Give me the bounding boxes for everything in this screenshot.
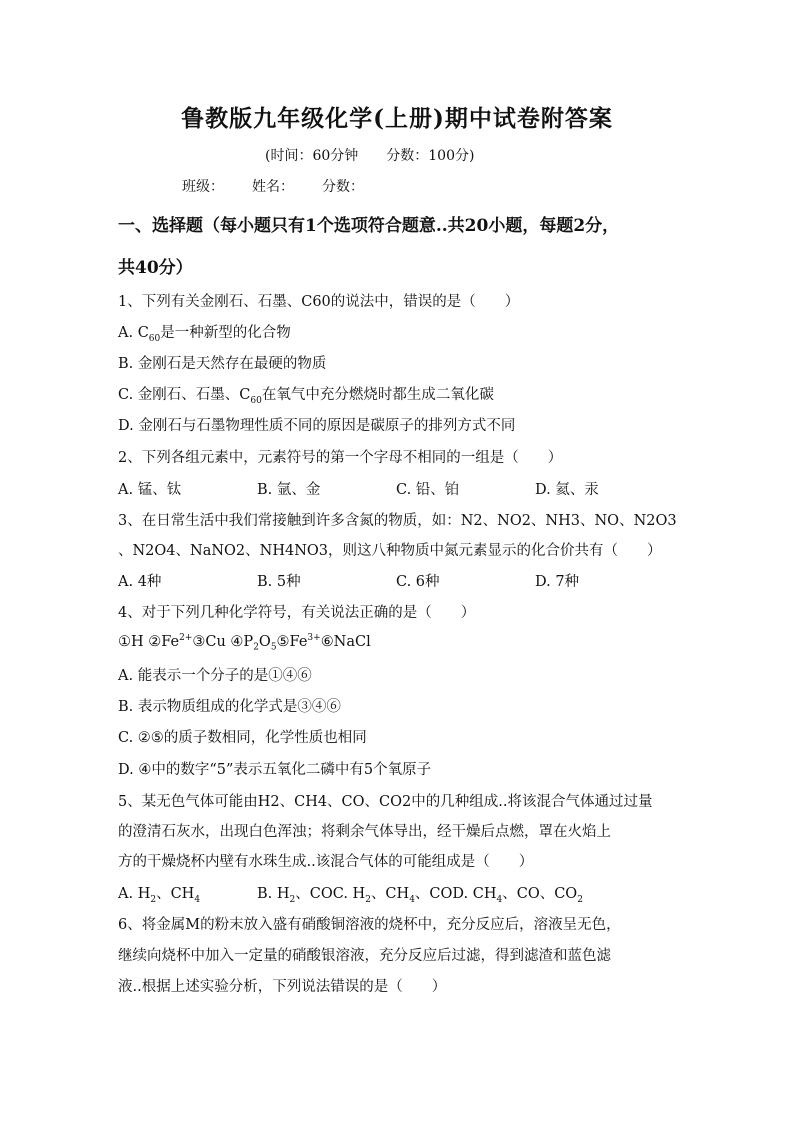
q6-stem-line3: 液..根据上述实验分析，下列说法错误的是（ ） [118,979,447,995]
q1-option-b: B. 金刚石是天然存在最硬的物质 [118,356,327,372]
q1-option-a: A. $C_{60}$是一种新型的化合物 [118,325,291,344]
q3-option-b: B. 5种 [257,574,301,590]
section-heading-line1: 一、选择题（每小题只有1个选项符合题意..共20小题，每题2分， [118,216,620,236]
q2-option-c: C. 铅、铂 [396,482,460,498]
q2-stem: 2、下列各组元素中，元素符号的第一个字母不相同的一组是（ ） [118,450,563,466]
q5-option-a: A. $H_2$、$CH_4$ [118,886,201,905]
q2-options [118,478,674,499]
q6-stem-line2: 继续向烧杯中加入一定量的硝酸银溶液，充分反应后过滤，得到滤渣和蓝色滤 [118,948,611,964]
q5-stem-line1: 5、某无色气体可能由H2、CH4、CO、CO2中的几种组成..将该混合气体通过过量 [118,794,653,810]
q4-option-c: C. ②⑤的质子数相同，化学性质也相同 [118,730,367,746]
q2-option-d: D. 氦、汞 [535,482,599,498]
q5-stem-line2: 的澄清石灰水，出现白色浑浊；将剩余气体导出，经干燥后点燃，罩在火焰上 [118,824,611,840]
student-info-line [182,176,392,196]
q5-stem-line3: 方的干燥烧杯内壁有水珠生成..该混合气体的可能组成是（ ） [118,854,534,870]
class-label: 班级： [182,179,224,195]
q3-stem-line1: 3、在日常生活中我们常接触到许多含氮的物质，如：N2、NO2、NH3、NO、N2O3 [118,513,677,529]
q1-stem: 1、下列有关金刚石、石墨、C60的说法中，错误的是（ ） [118,294,520,310]
section-heading-line2: 共40分） [118,258,193,278]
q5-options [118,882,583,905]
q3-option-c: C. 6种 [396,574,440,590]
q3-option-a: A. 4种 [118,574,162,590]
q5-option-bcd: B. $H_2$、COC. $H_2$、$CH_4$、COD. $CH_4$、CO、$CO_2$ [257,886,583,905]
page-title: 鲁教版九年级化学(上册)期中试卷附答案 [181,105,613,132]
q4-stem: 4、对于下列几种化学符号，有关说法正确的是（ ） [118,605,476,621]
q1-option-d: D. 金刚石与石墨物理性质不同的原因是碳原子的排列方式不同 [118,418,516,434]
q3-option-d: D. 7种 [535,574,580,590]
q4-option-d: D. ④中的数字“5”表示五氧化二磷中有5个氧原子 [118,762,432,778]
q4-option-a: A. 能表示一个分子的是①④⑥ [118,668,312,684]
q1-option-c: C. 金刚石、石墨、$C_{60}$在氧气中充分燃烧时都生成二氧化碳 [118,387,494,406]
q3-stem-line2: 、N2O4、NaNO2、NH4NO3，则这八种物质中氮元素显示的化合价共有（ ） [118,543,662,559]
name-label: 姓名： [252,179,294,195]
q4-symbols: ①H $②Fe^{2+}③Cu$ $④P_2O_5⑤Fe^{3+}⑥NaCl$ [118,633,371,653]
q2-option-b: B. 氩、金 [257,482,321,498]
q3-options [118,570,674,591]
exam-time-score: (时间：60分钟 分数：100分) [265,148,475,164]
score-label: 分数： [322,179,364,195]
q2-option-a: A. 锰、钛 [118,482,182,498]
q4-option-b: B. 表示物质组成的化学式是③④⑥ [118,699,341,715]
q6-stem-line1: 6、将金属M的粉末放入盛有硝酸铜溶液的烧杯中，充分反应后，溶液呈无色， [118,917,621,933]
